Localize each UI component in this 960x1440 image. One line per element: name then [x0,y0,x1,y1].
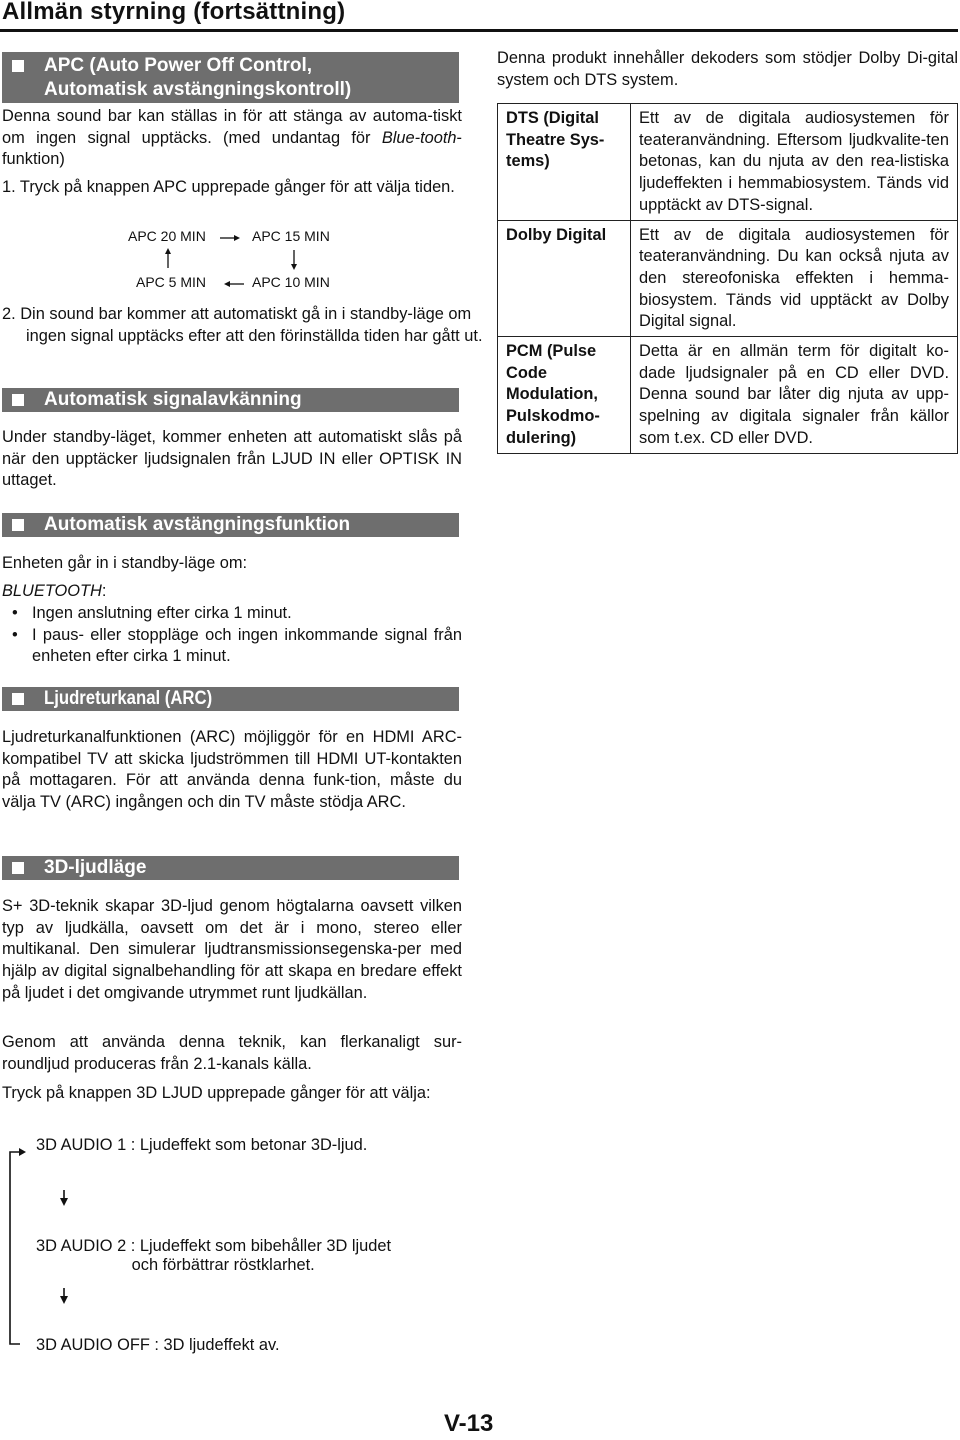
apc-10-label: APC 10 MIN [252,274,330,290]
audio3d-mode-2: 3D AUDIO 2 : Ljudeffekt som bibehåller 3D ljudet och förbättrar röstklarhet. [36,1237,392,1274]
title-rule [0,29,958,32]
audio3d-p2: Genom att använda denna teknik, kan flerkanaligt sur-roundljud produceras från 2.1-kanals källa. [2,1033,462,1073]
square-bullet-icon [12,394,24,406]
cycle-return-line [10,1152,20,1344]
list-item: • I paus- eller stoppläge och ingen inkommande signal från enheten efter cirka 1 minut. [2,625,462,668]
table-row [498,104,958,221]
apc-intro-bluetooth: Blue-tooth [381,128,457,147]
apc-cycle-arrows [122,228,362,298]
audio3d-heading-text: 3D-ljudläge [44,857,147,878]
arrow-down-head [60,1198,68,1206]
autooff-bullet-list [2,603,462,668]
table-row [498,220,958,337]
autooff-heading-text: Automatisk avstängningsfunktion [44,514,351,535]
apc-heading-text: APC (Auto Power Off Control, Automatisk avstängningskontroll) [44,55,352,100]
square-bullet-icon [12,519,24,531]
arrow-left-head [224,281,230,287]
audio3d-mode-cycle [2,1132,462,1362]
section-heading-signal [2,388,459,412]
apc-cycle-diagram [122,228,362,298]
audio3d-p3: Tryck på knappen 3D LJUD upprepade gånger för att välja: [2,1084,431,1102]
arrow-down-head [60,1296,68,1304]
table-value-cell: Ett av de digitala audiosystemen för teateranvändning. Eftersom ljudkvalite-ten betonas, kan du njuta av den rea-listiska ljudeffekten i hemmabiosystem. Tänds vid upptäckt av DTS-signal. [631,104,958,221]
section-heading-arc [2,687,459,711]
square-bullet-icon [12,693,24,705]
apc-intro [2,106,462,171]
table-value-cell: Ett av de digitala audiosystemen för teateranvändning. Du kan också njuta av den stereofoniska effekten i hemma-biosystem. Tänds vid upptäckt av Dolby Digital signal. [631,220,958,337]
audio-systems-table [497,103,958,454]
arc-text: Ljudreturkanalfunktionen (ARC) möjliggör för en HDMI ARC-kompatibel TV att skicka ljudströmmen till HDMI UT-kontakten på mottagaren. För att använda denna funk-tion, måste du välja TV (ARC) ingången och din TV måste stödja ARC. [2,728,462,812]
audio3d-mode-off: 3D AUDIO OFF : 3D ljudeffekt av. [36,1336,280,1354]
table-key-cell: DTS (Digital Theatre Sys-tems) [498,104,631,221]
table-value-cell: Detta är en allmän term för digitalt ko-dade ljudsignaler på en CD eller DVD. Denna sound bar låter dig njuta av upp-spelning av digitala signaler från källor som t.ex. CD eller DVD. [631,337,958,454]
decoder-intro: Denna produkt innehåller dekoders som stödjer Dolby Di-gital system och DTS system. [497,49,958,89]
list-item: • Ingen anslutning efter cirka 1 minut. [2,603,462,625]
page-number: V-13 [444,1410,494,1437]
apc-step-1: 1. Tryck på knappen APC upprepade gånger för att välja tiden. [2,178,455,196]
table-key-cell: PCM (Pulse Code Modulation, Pulskodmo-dulering) [498,337,631,454]
arrow-down-head [291,264,297,270]
table-key-cell: Dolby Digital [498,220,631,337]
bluetooth-colon: : [101,582,107,600]
audio3d-mode-1: 3D AUDIO 1 : Ljudeffekt som betonar 3D-ljud. [36,1136,368,1154]
arrow-right-head [234,235,240,241]
apc-intro-text: Denna sound bar kan ställas in för att stänga av automa-tiskt om ingen signal upptäcks. (med undantag för [2,107,462,147]
apc-intro-tail: -funktion) [2,128,462,169]
section-heading-3d [2,856,459,880]
apc-20-label: APC 20 MIN [128,228,206,244]
autooff-bullets [2,603,462,668]
bluetooth-label-row [2,581,462,603]
square-bullet-icon [12,862,24,874]
signal-heading-text: Automatisk signalavkänning [44,389,302,410]
signal-text: Under standby-läget, kommer enheten att automatiskt slås på när den upptäcker ljudsignalen från LJUD IN eller OPTISK IN uttaget. [2,428,462,490]
page-title: Allmän styrning (fortsättning) [2,0,346,25]
autooff-subheading: Enheten går in i standby-läge om: [2,554,248,572]
square-bullet-icon [12,60,24,72]
audio3d-cycle-arrows [2,1132,462,1362]
apc-step-2: 2. Din sound bar kommer att automatiskt gå in i standby-läge om ingen signal upptäcks efter att den förinställda tiden har gått ut. [2,305,483,345]
section-heading-apc [2,52,459,103]
apc-5-label: APC 5 MIN [136,274,207,290]
table-row [498,337,958,454]
arrow-up-head [165,248,171,254]
section-heading-autooff [2,513,459,537]
cycle-return-arrow-icon [19,1148,26,1156]
bluetooth-label: BLUETOOTH [2,582,102,600]
arc-heading-text: Ljudreturkanal (ARC) [44,688,213,709]
audio3d-p1: S+ 3D-teknik skapar 3D-ljud genom högtalarna oavsett vilken typ av ljudkälla, oavsett om det är i mono, stereo eller multikanal. Den simulerar ljudtransmissionsegenska-per med hjälp av digital signalbehandling för att skapa en bredare effekt på ljudet i det omgivande utrymmet runt ljudkällan. [2,897,462,1002]
apc-15-label: APC 15 MIN [252,228,330,244]
